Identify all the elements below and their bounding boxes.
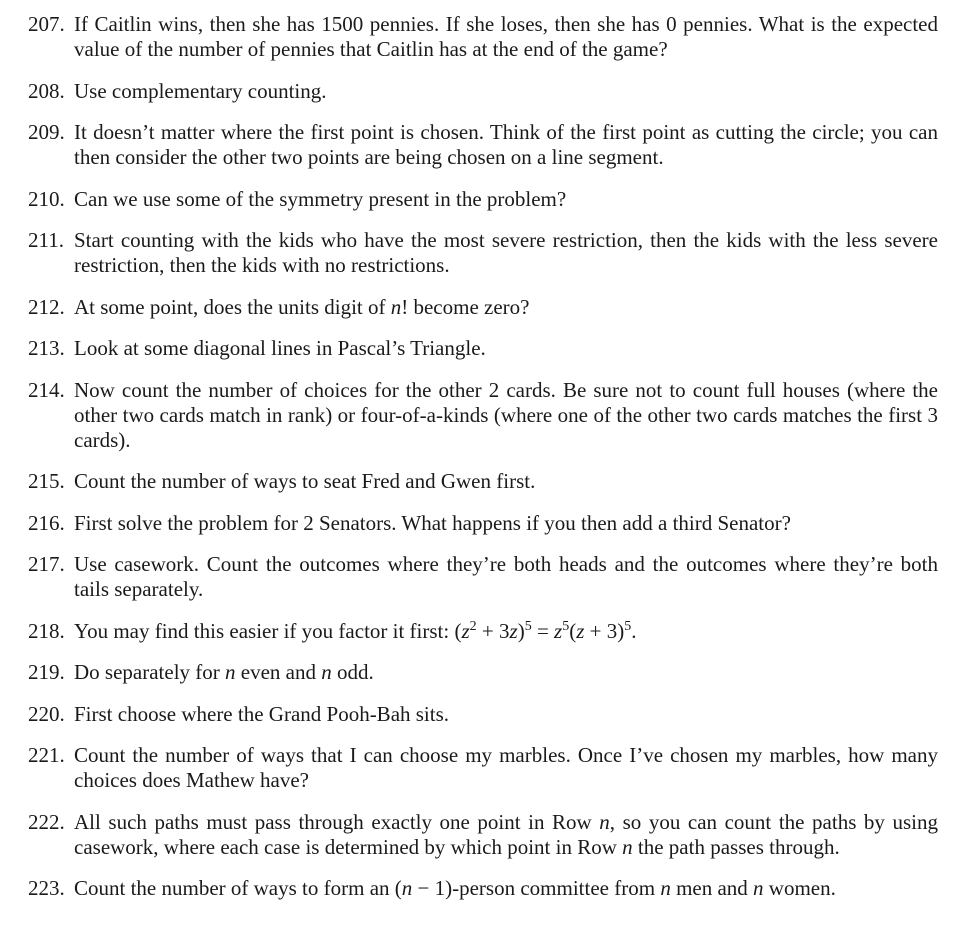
hint-item (28, 79, 938, 104)
hint-number: 220. (28, 701, 65, 726)
hint-item (28, 120, 938, 170)
hint-item (28, 876, 938, 901)
hint-text: If Caitlin wins, then she has 1500 pennies. If she loses, then she has 0 pennies. What is the expected value of the number of pennies that Caitlin has at the end of the game? (74, 12, 938, 61)
hint-item (28, 511, 938, 536)
text-run: Do separately for (74, 660, 226, 684)
hint-number: 214. (28, 377, 65, 402)
text-run: − 1)-person committee from (412, 876, 661, 900)
text-run: men and (670, 876, 754, 900)
hint-text: Use complementary counting. (74, 78, 327, 103)
hint-number: 213. (28, 336, 65, 360)
hint-item (28, 12, 938, 62)
text-run: Count the number of ways to form an ( (74, 876, 402, 900)
hint-item (28, 743, 938, 793)
hint-number: 211. (28, 228, 64, 252)
math-variable: z (509, 618, 518, 643)
hint-number: 209. (28, 120, 65, 144)
math-variable: z (576, 618, 585, 643)
hint-number: 219. (28, 660, 65, 684)
math-variable: n (225, 660, 236, 684)
math-exponent: 2 (469, 618, 477, 634)
text-run: You may find this easier if you factor it first: ( (74, 618, 462, 643)
text-run: At some point, does the units digit of (74, 294, 391, 319)
hint-number: 210. (28, 186, 65, 211)
math-exponent: 5 (624, 618, 632, 634)
math-variable: z (461, 618, 470, 643)
hint-text: It doesn’t matter where the first point is chosen. Think of the first point as cutting the circle; you can then consider the other two points are being chosen on a line segment. (74, 120, 938, 169)
math-exponent: 5 (524, 618, 532, 634)
text-run: ! become zero? (401, 294, 530, 319)
math-variable: n (753, 876, 764, 900)
hint-item (28, 295, 938, 320)
hint-item (28, 702, 938, 727)
text-run: , so you can count the paths by using casework, where each case is determined by which point in Row (74, 809, 938, 859)
math-variable: n (321, 660, 332, 684)
hint-number: 218. (28, 618, 65, 643)
hint-item (28, 469, 938, 494)
hint-text: Use casework. Count the outcomes where they’re both heads and the outcomes where they’re both tails separately. (74, 552, 938, 601)
text-run: even and (235, 660, 322, 684)
hint-item (28, 619, 938, 644)
text-run: = (531, 618, 555, 643)
hint-number: 208. (28, 78, 65, 103)
hint-number: 223. (28, 876, 65, 900)
text-run: All such paths must pass through exactly one point in Row (74, 809, 600, 834)
text-run: ) (517, 618, 525, 643)
hint-item (28, 228, 938, 278)
hint-number: 212. (28, 294, 65, 319)
hint-item (28, 810, 938, 860)
math-variable: n (599, 809, 610, 834)
hint-number: 216. (28, 510, 65, 535)
text-run: the path passes through. (632, 834, 840, 859)
hint-number: 221. (28, 743, 65, 767)
hint-item (28, 378, 938, 453)
hint-text: Look at some diagonal lines in Pascal’s Triangle. (74, 336, 486, 360)
hint-text: Start counting with the kids who have the most severe restriction, then the kids with the less severe restriction, then the kids with no restrictions. (74, 228, 938, 277)
hint-text (74, 810, 938, 860)
hint-list (28, 12, 938, 901)
text-run: women. (763, 876, 836, 900)
text-run: odd. (331, 660, 374, 684)
text-run: . (631, 618, 637, 643)
hint-number: 215. (28, 469, 65, 493)
hint-text (74, 876, 938, 901)
hint-text: First solve the problem for 2 Senators. What happens if you then add a third Senator? (74, 510, 791, 535)
math-variable: n (660, 876, 671, 900)
hint-text (74, 295, 938, 320)
hint-text: Count the number of ways that I can choose my marbles. Once I’ve chosen my marbles, how many choices does Mathew have? (74, 743, 938, 792)
hint-text: Count the number of ways to seat Fred and Gwen first. (74, 469, 536, 493)
hint-number: 222. (28, 809, 65, 834)
text-run: ( (569, 618, 577, 643)
math-variable: n (401, 876, 413, 900)
hint-number: 207. (28, 12, 65, 36)
math-variable: n (390, 294, 402, 319)
math-variable: n (622, 834, 633, 859)
hint-text (74, 660, 938, 685)
math-variable: z (554, 618, 563, 643)
hint-item (28, 552, 938, 602)
hint-item (28, 336, 938, 361)
text-run: + 3 (476, 618, 510, 643)
hint-text (74, 619, 938, 644)
math-exponent: 5 (562, 618, 570, 634)
text-run: + 3) (584, 618, 625, 643)
hint-text: First choose where the Grand Pooh-Bah sits. (74, 701, 450, 726)
hint-text: Can we use some of the symmetry present in the problem? (74, 186, 567, 211)
hint-item (28, 660, 938, 685)
hint-text: Now count the number of choices for the other 2 cards. Be sure not to count full houses (where the other two cards match in rank) or four-of-a-kinds (where one of the other two cards matches the first 3 cards). (74, 377, 938, 452)
hint-number: 217. (28, 552, 65, 576)
hint-item (28, 187, 938, 212)
